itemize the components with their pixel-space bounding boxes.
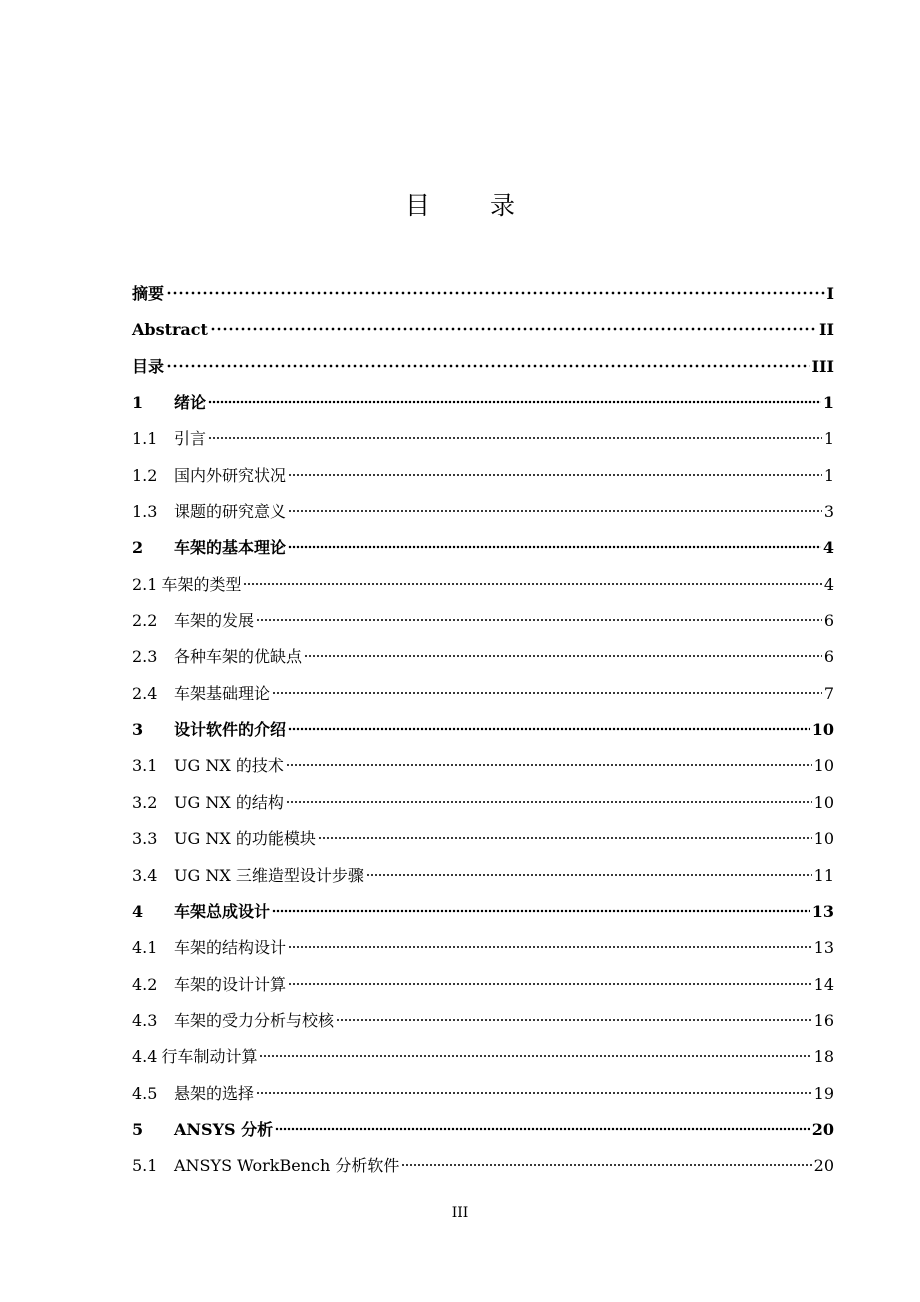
- toc-entry-number: 3.1: [132, 756, 158, 776]
- toc-entry-page-number: 13: [811, 901, 834, 921]
- toc-entry[interactable]: [132, 385, 834, 421]
- toc-dot-leader: [275, 1127, 810, 1131]
- toc-list: [132, 276, 834, 1185]
- toc-entry-page-number: III: [811, 356, 834, 376]
- toc-entry-page-number: 1: [822, 393, 834, 413]
- toc-entry-label: 车架基础理论: [174, 683, 271, 703]
- toc-entry[interactable]: [132, 712, 834, 748]
- toc-entry[interactable]: [132, 458, 834, 494]
- toc-entry-label: 摘要: [132, 284, 165, 303]
- toc-dot-leader: [210, 327, 817, 331]
- toc-dot-leader: [366, 873, 812, 877]
- toc-entry[interactable]: [132, 1112, 834, 1148]
- toc-entry[interactable]: [132, 530, 834, 566]
- toc-entry[interactable]: [132, 639, 834, 675]
- toc-entry[interactable]: [132, 785, 834, 821]
- toc-entry-number: 3.2: [132, 792, 158, 812]
- toc-dot-leader: [256, 618, 822, 622]
- toc-entry-label: 车架的基本理论: [174, 538, 287, 558]
- toc-entry-number: 4.5: [132, 1083, 158, 1103]
- toc-dot-leader: [286, 763, 812, 767]
- toc-entry-label: 悬架的选择: [174, 1083, 255, 1103]
- toc-entry[interactable]: [132, 894, 834, 930]
- toc-entry-page-number: 20: [811, 1119, 834, 1139]
- toc-entry[interactable]: [132, 567, 834, 603]
- toc-entry-label: UG NX 的结构: [174, 792, 284, 812]
- toc-dot-leader: [243, 582, 821, 586]
- toc-entry-page-number: 6: [823, 647, 834, 667]
- toc-dot-leader: [208, 436, 822, 440]
- toc-entry-label: 引言: [174, 429, 207, 449]
- toc-entry-number: 4.1: [132, 938, 158, 958]
- toc-dot-leader: [288, 509, 822, 513]
- toc-dot-leader: [288, 727, 810, 731]
- toc-entry-label: ANSYS 分析: [174, 1119, 274, 1139]
- toc-entry-number: 3.4: [132, 865, 158, 885]
- toc-entry-label: 国内外研究状况: [174, 465, 287, 485]
- footer-page-number: III: [451, 1205, 469, 1221]
- toc-entry-label: UG NX 三维造型设计步骤: [174, 865, 364, 885]
- toc-entry-number: 2: [132, 538, 144, 558]
- toc-entry-number: 2.3: [132, 647, 158, 667]
- toc-entry-page-number: 20: [813, 1156, 834, 1176]
- toc-entry-number: 1.3: [132, 502, 158, 522]
- toc-entry-page-number: 10: [813, 756, 834, 776]
- toc-entry-page-number: 1: [823, 429, 834, 449]
- toc-dot-leader: [288, 473, 822, 477]
- toc-entry-number: 3.3: [132, 829, 158, 849]
- toc-entry[interactable]: [132, 276, 834, 312]
- toc-entry-number: 5.1: [132, 1156, 158, 1176]
- toc-entry-label: 车架的受力分析与校核: [174, 1010, 335, 1030]
- toc-entry-label: 车架的设计计算: [174, 974, 287, 994]
- toc-entry-label: 绪论: [174, 393, 207, 413]
- toc-entry-label: 行车制动计算: [161, 1047, 258, 1067]
- toc-entry-page-number: 18: [813, 1047, 834, 1067]
- toc-dot-leader: [288, 545, 821, 549]
- toc-dot-leader: [208, 400, 821, 404]
- toc-entry-label: 车架总成设计: [174, 901, 271, 921]
- toc-entry-page-number: 6: [823, 611, 834, 631]
- toc-dot-leader: [318, 836, 812, 840]
- toc-entry-number: 2.4: [132, 683, 158, 703]
- toc-entry-page-number: 1: [823, 465, 834, 485]
- toc-entry-label: 各种车架的优缺点: [174, 647, 303, 667]
- toc-entry[interactable]: [132, 1076, 834, 1112]
- toc-entry-number: 1.2: [132, 465, 158, 485]
- toc-entry-page-number: 7: [823, 683, 834, 703]
- toc-entry-page-number: II: [819, 320, 834, 340]
- toc-entry-page-number: 19: [813, 1083, 834, 1103]
- toc-entry[interactable]: [132, 930, 834, 966]
- toc-entry-number: 1.1: [132, 429, 158, 449]
- toc-entry-page-number: 16: [813, 1010, 834, 1030]
- page-title: 目 录: [405, 191, 541, 220]
- toc-entry-number: 5: [132, 1119, 144, 1139]
- toc-dot-leader: [272, 691, 822, 695]
- toc-entry[interactable]: [132, 748, 834, 784]
- toc-dot-leader: [401, 1163, 811, 1167]
- toc-entry-page-number: I: [826, 284, 834, 303]
- toc-entry-number: 4.2: [132, 974, 158, 994]
- toc-entry-number: 4.3: [132, 1010, 158, 1030]
- toc-entry-page-number: 4: [823, 574, 834, 594]
- toc-dot-leader: [336, 1018, 812, 1022]
- toc-entry-label: ANSYS WorkBench 分析软件: [174, 1156, 400, 1176]
- toc-entry-label: 车架的结构设计: [174, 938, 287, 958]
- toc-entry-label: 目录: [132, 356, 165, 376]
- toc-entry-label: 车架的类型: [161, 574, 242, 594]
- toc-entry-label: Abstract: [132, 320, 208, 340]
- toc-entry[interactable]: [132, 421, 834, 457]
- toc-entry[interactable]: [132, 1148, 834, 1184]
- toc-entry-label: 设计软件的介绍: [174, 720, 287, 740]
- toc-entry-page-number: 14: [813, 974, 834, 994]
- toc-entry[interactable]: [132, 821, 834, 857]
- toc-dot-leader: [288, 945, 812, 949]
- toc-entry-label: UG NX 的技术: [174, 756, 284, 776]
- toc-entry-page-number: 13: [813, 938, 834, 958]
- toc-entry[interactable]: [132, 603, 834, 639]
- toc-entry-page-number: 3: [823, 502, 834, 522]
- toc-entry-page-number: 11: [813, 865, 834, 885]
- toc-dot-leader: [286, 800, 812, 804]
- toc-entry[interactable]: [132, 1003, 834, 1039]
- toc-dot-leader: [304, 654, 822, 658]
- toc-entry-label: 车架的发展: [174, 611, 255, 631]
- toc-entry[interactable]: [132, 676, 834, 712]
- toc-entry[interactable]: [132, 1039, 834, 1075]
- toc-entry-number: 2.1: [132, 574, 158, 594]
- toc-entry[interactable]: [132, 312, 834, 348]
- toc-dot-leader: [272, 909, 810, 913]
- toc-entry-page-number: 4: [822, 538, 834, 558]
- toc-dot-leader: [259, 1054, 811, 1058]
- toc-entry[interactable]: [132, 494, 834, 530]
- toc-entry[interactable]: [132, 349, 834, 385]
- toc-entry-page-number: 10: [813, 792, 834, 812]
- toc-entry-page-number: 10: [813, 829, 834, 849]
- toc-dot-leader: [166, 291, 825, 295]
- toc-entry-number: 4.4: [132, 1047, 158, 1067]
- toc-entry-label: 课题的研究意义: [174, 502, 287, 522]
- toc-entry-number: 2.2: [132, 611, 158, 631]
- toc-entry-number: 4: [132, 901, 144, 921]
- toc-entry[interactable]: [132, 967, 834, 1003]
- toc-entry-label: UG NX 的功能模块: [174, 829, 316, 849]
- toc-dot-leader: [166, 364, 810, 368]
- toc-entry-page-number: 10: [811, 720, 834, 740]
- toc-dot-leader: [256, 1091, 812, 1095]
- toc-entry-number: 3: [132, 720, 144, 740]
- toc-entry-number: 1: [132, 393, 144, 413]
- toc-dot-leader: [288, 982, 812, 986]
- toc-entry[interactable]: [132, 858, 834, 894]
